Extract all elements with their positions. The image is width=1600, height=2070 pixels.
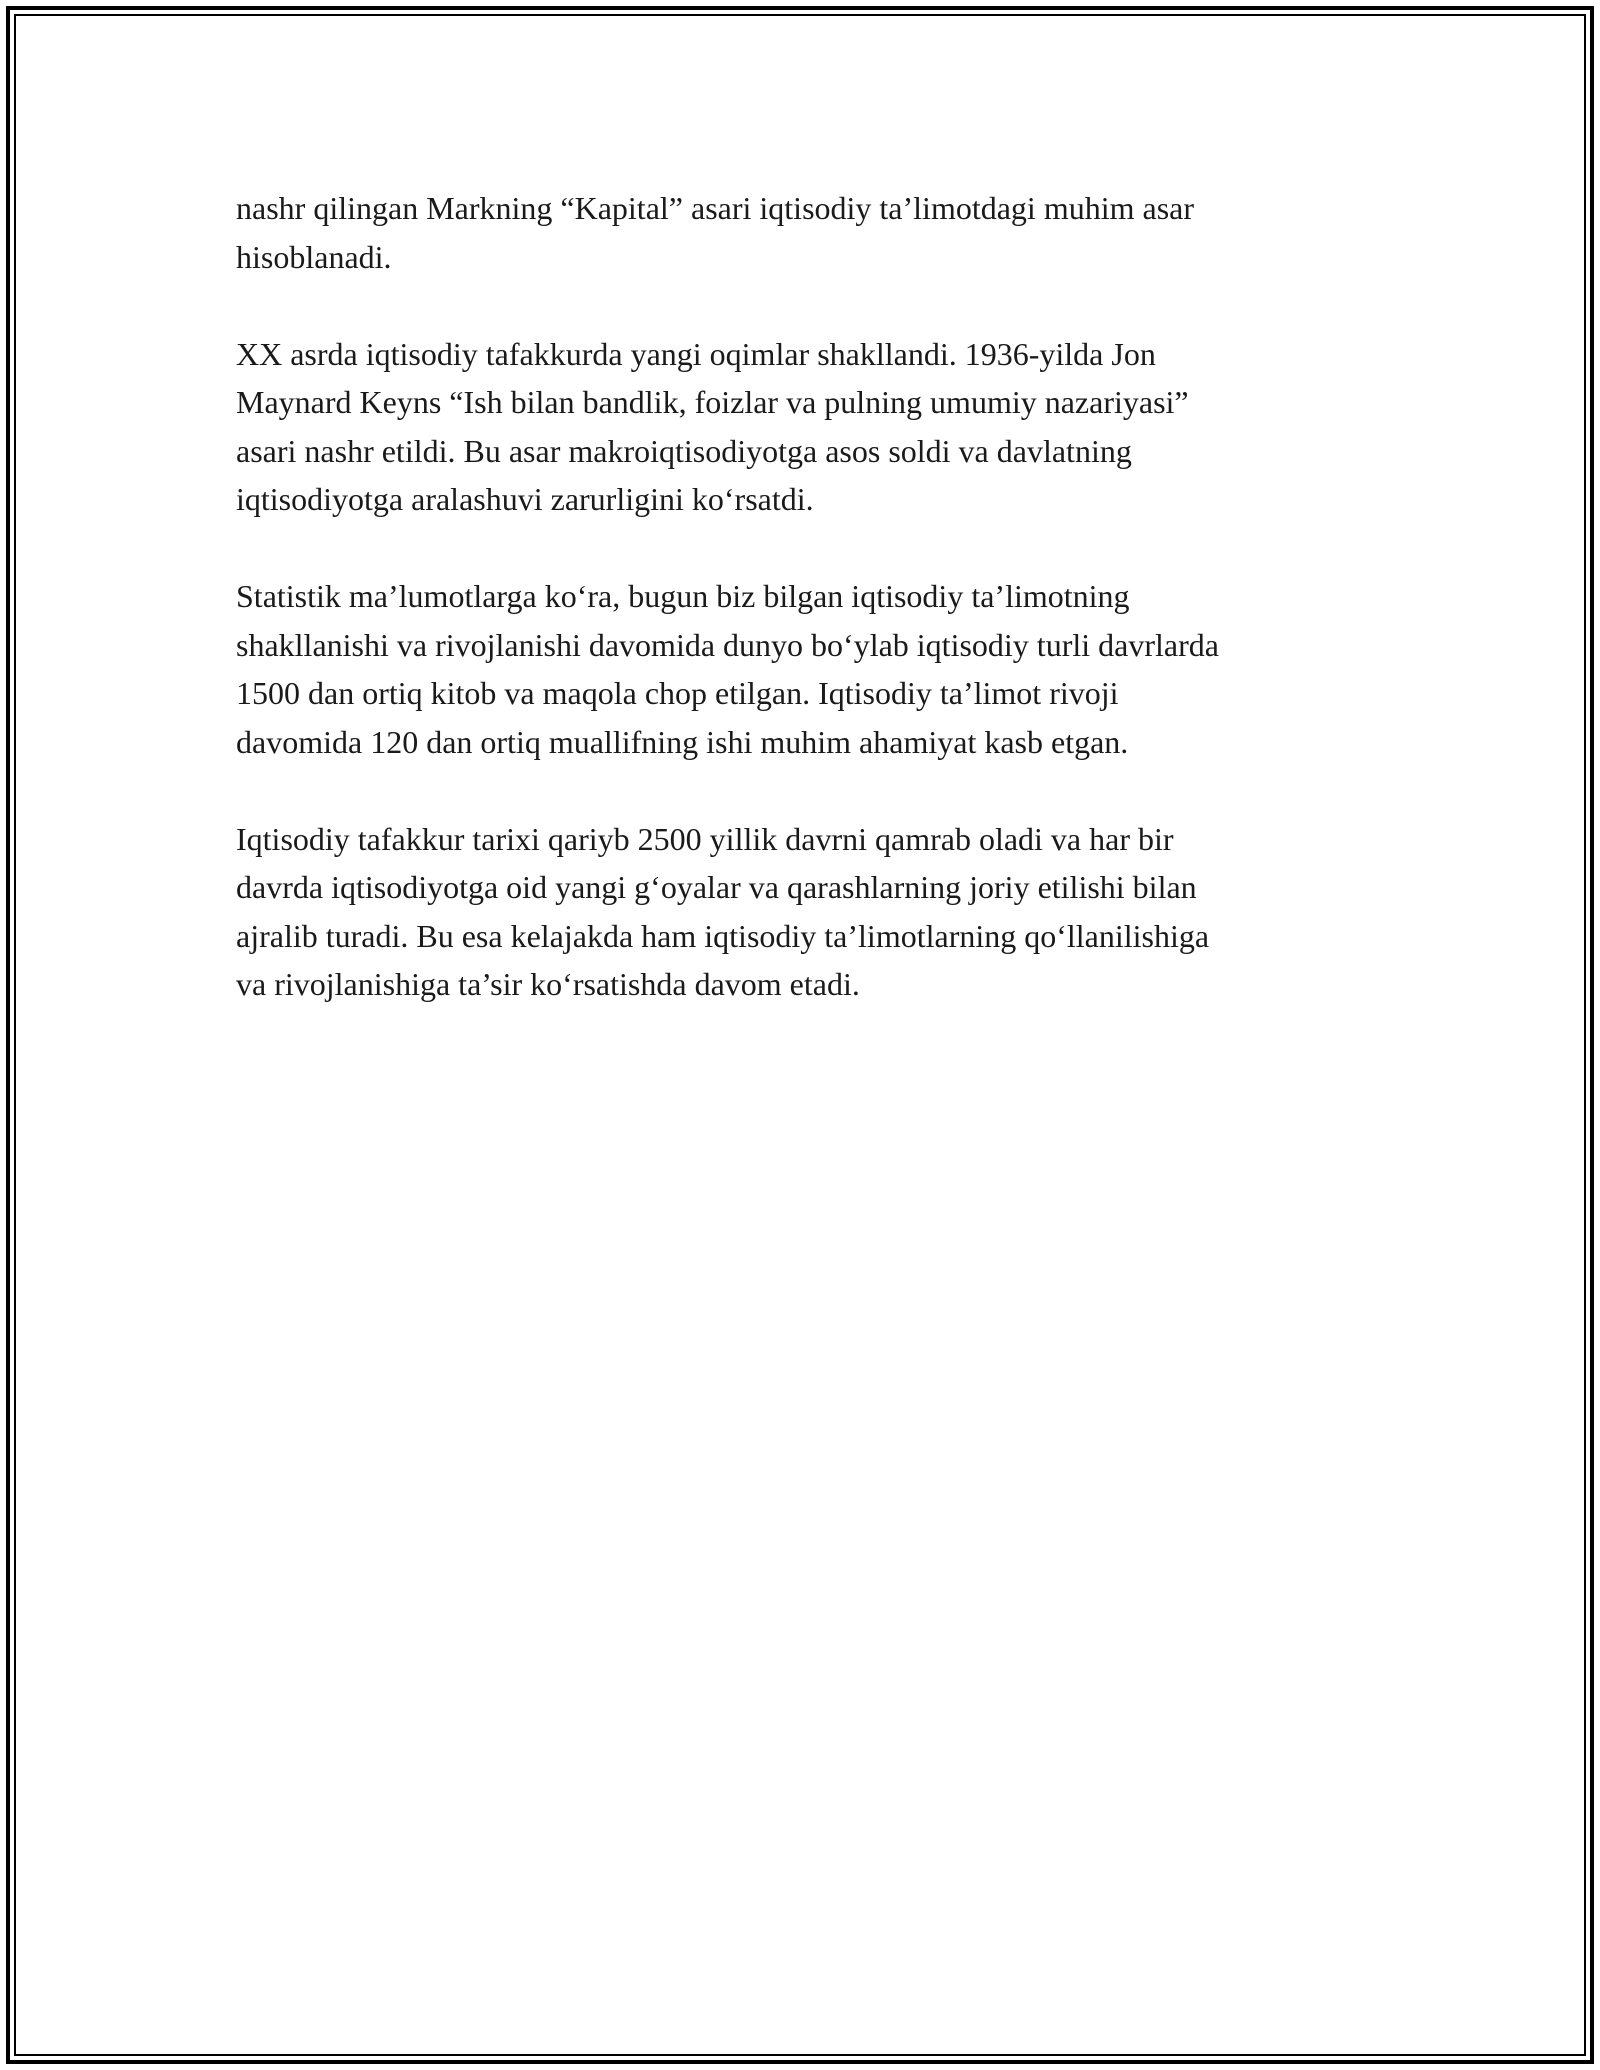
document-body	[236, 184, 1376, 1057]
paragraph-line: hisoblanadi.	[236, 238, 392, 275]
paragraph-4	[236, 815, 1376, 1009]
paragraph-line: Statistik ma’lumotlarga ko‘ra, bugun biz bilgan iqtisodiy ta’limotning	[236, 578, 1130, 614]
paragraph-line: davomida 120 dan ortiq muallifning ishi muhim ahamiyat kasb etgan.	[236, 723, 1129, 760]
paragraph-line: asari nashr etildi. Bu asar makroiqtisodiyotga asos soldi va davlatning	[236, 432, 1132, 469]
paragraph-line: iqtisodiyotga aralashuvi zarurligini ko‘rsatdi.	[236, 481, 814, 517]
paragraph-1	[236, 184, 1376, 281]
paragraph-line: ajralib turadi. Bu esa kelajakda ham iqtisodiy ta’limotlarning qo‘llanilishiga	[236, 917, 1210, 954]
paragraph-line: Iqtisodiy tafakkur tarixi qariyb 2500 yillik davrni qamrab oladi va har bir	[236, 820, 1174, 857]
paragraph-3	[236, 572, 1376, 766]
paragraph-line: 1500 dan ortiq kitob va maqola chop etilgan. Iqtisodiy ta’limot rivoji	[236, 675, 1119, 711]
paragraph-line: va rivojlanishiga ta’sir ko‘rsatishda davom etadi.	[236, 966, 860, 1002]
paragraph-line: nashr qilingan Markning “Kapital” asari iqtisodiy ta’limotdagi muhim asar	[236, 190, 1194, 226]
paragraph-line: davrda iqtisodiyotga oid yangi g‘oyalar va qarashlarning joriy etilishi bilan	[236, 869, 1197, 905]
paragraph-line: XX asrda iqtisodiy tafakkurda yangi oqimlar shakllandi. 1936-yilda Jon	[236, 335, 1156, 372]
paragraph-line: shakllanishi va rivojlanishi davomida dunyo bo‘ylab iqtisodiy turli davrlarda	[236, 626, 1219, 663]
paragraph-line: Maynard Keyns “Ish bilan bandlik, foizlar va pulning umumiy nazariyasi”	[236, 384, 1189, 420]
paragraph-2	[236, 330, 1376, 524]
